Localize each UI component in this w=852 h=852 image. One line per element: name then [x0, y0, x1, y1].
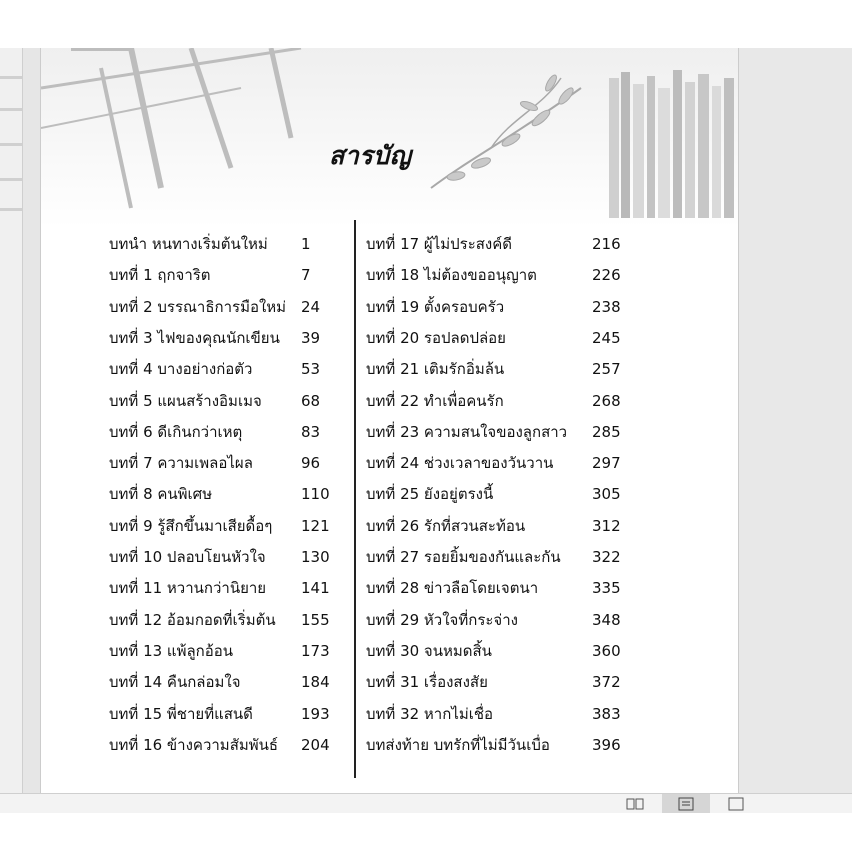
toc-entry-title: บทที่ 15 พี่ชายที่แสนดี: [109, 704, 253, 723]
toc-entry-page: 285: [592, 422, 621, 441]
toc-entry-page: 297: [592, 454, 621, 473]
toc-entry-title: บทที่ 32 หากไม่เชื่อ: [366, 704, 494, 723]
toc-entry-title: บทที่ 5 แผนสร้างอิมเมจ: [109, 391, 262, 410]
toc-entry-title: บทที่ 9 รู้สึกขึ้นมาเสียดื้อๆ: [109, 516, 273, 535]
toc-entry-page: 53: [301, 360, 321, 379]
toc-entry-page: 24: [301, 297, 321, 316]
toc-entry-page: 360: [592, 641, 621, 660]
toc-entry-page: 226: [592, 266, 621, 285]
print-layout-icon: [678, 797, 694, 811]
toc-entry-title: บทที่ 31 เรื่องสงสัย: [366, 673, 488, 692]
toc-entry-page: 322: [592, 548, 621, 566]
toc-entry-page: 257: [592, 360, 621, 379]
toc-entry-page: 396: [592, 735, 621, 754]
page-bottom: [0, 813, 852, 852]
toc-entry-title: บทที่ 24 ช่วงเวลาของวันวาน: [366, 454, 554, 473]
toc-entry-title: บทที่ 3 ไฟของคุณนักเขียน: [109, 328, 280, 347]
toc-entry-title: บทที่ 26 รักที่สวนสะท้อน: [366, 516, 526, 535]
toc-entry-page: 372: [592, 673, 621, 692]
toc-entry-title: บทที่ 10 ปลอบโยนหัวใจ: [109, 548, 266, 566]
toc-entry-page: 130: [301, 548, 330, 566]
toc-entry-title: บทที่ 30 จนหมดสิ้น: [366, 641, 492, 660]
toc-entry-title: บทส่งท้าย บทรักที่ไม่มีวันเบื่อ: [366, 735, 550, 754]
toc-entry-page: 1: [301, 235, 311, 253]
previous-page-edge[interactable]: [0, 48, 23, 793]
toc-entry-page: 335: [592, 579, 621, 598]
toc-entry-page: 268: [592, 391, 621, 410]
toc-entry-page: 83: [301, 422, 321, 441]
toc-entry-page: 173: [301, 641, 330, 660]
toc-entry-page: 96: [301, 454, 321, 473]
toc-entry-title: บทที่ 13 แพ้ลูกอ้อน: [109, 641, 234, 660]
decor-slat: [0, 76, 22, 79]
toc-entry-title: บทที่ 2 บรรณาธิการมือใหม่: [109, 297, 287, 316]
toc-entry-title: บทที่ 6 ดีเกินกว่าเหตุ: [109, 422, 243, 441]
toc-entry-page: 184: [301, 673, 330, 692]
page-title: สารบัญ: [329, 141, 412, 170]
column-divider: [354, 220, 356, 778]
toc-entry-page: 216: [592, 235, 621, 253]
toc-entry-title: บทที่ 19 ตั้งครอบครัว: [366, 297, 505, 316]
toc-entry-title: บทนำ หนทางเริ่มต้นใหม่: [109, 235, 268, 253]
decor-slat: [0, 143, 22, 146]
toc-entry-title: บทที่ 23 ความสนใจของลูกสาว: [366, 422, 568, 441]
toc-entry-title: บทที่ 29 หัวใจที่กระจ่าง: [366, 610, 518, 629]
toc-entry-title: บทที่ 1 ฤกจาริต: [109, 266, 211, 285]
toc-entry-title: บทที่ 16 ข้างความสัมพันธ์: [109, 735, 279, 754]
right-gutter: [737, 48, 852, 793]
document-page: [40, 48, 739, 793]
toc-entry-title: บทที่ 4 บางอย่างก่อตัว: [109, 360, 253, 379]
toc-entry-page: 238: [592, 297, 621, 316]
toc-entry-page: 348: [592, 610, 621, 629]
toc-entry-title: บทที่ 25 ยังอยู่ตรงนี้: [366, 485, 494, 504]
toc-entry-page: 155: [301, 610, 330, 629]
toc-entry-page: 7: [301, 266, 311, 285]
read-mode-icon[interactable]: [626, 797, 644, 811]
toc-entry-page: 141: [301, 579, 330, 598]
toc-entry-title: บทที่ 20 รอปลดปล่อย: [366, 328, 506, 347]
toc-entry-page: 193: [301, 704, 330, 723]
toc-entry-title: บทที่ 12 อ้อมกอดที่เริ่มต้น: [109, 610, 276, 629]
toc-entry-title: บทที่ 8 คนพิเศษ: [109, 485, 213, 504]
print-layout-button[interactable]: [662, 794, 710, 814]
toc-entry-title: บทที่ 28 ข่าวลือโดยเจตนา: [366, 579, 539, 598]
toc-entry-page: 68: [301, 391, 321, 410]
toc-entry-title: บทที่ 7 ความเพลอไผล: [109, 454, 253, 473]
toc-entry-title: บทที่ 11 หวานกว่านิยาย: [109, 579, 267, 598]
toc-entry-page: 383: [592, 704, 621, 723]
decor-slat: [0, 108, 22, 111]
web-layout-icon[interactable]: [728, 797, 744, 811]
toc-entry-title: บทที่ 21 เติมรักอิ่มล้น: [366, 360, 505, 379]
toc-entry-title: บทที่ 27 รอยยิ้มของกันและกัน: [366, 548, 561, 566]
status-bar: [0, 793, 852, 814]
decor-slat: [0, 208, 22, 211]
toc-entry-page: 305: [592, 485, 621, 504]
toc-entry-page: 121: [301, 516, 330, 535]
toc-entry-title: บทที่ 18 ไม่ต้องขออนุญาต: [366, 266, 537, 285]
toc-entry-page: 204: [301, 735, 330, 754]
toc-entry-title: บทที่ 17 ผู้ไม่ประสงค์ดี: [366, 235, 513, 253]
toc-entry-page: 312: [592, 516, 621, 535]
toc-entry-page: 39: [301, 328, 321, 347]
decor-slat: [0, 178, 22, 181]
toc-entry-page: 245: [592, 328, 621, 347]
toc-entry-title: บทที่ 14 คืนกล่อมใจ: [109, 673, 241, 692]
toc-entry-title: บทที่ 22 ทำเพื่อคนรัก: [366, 391, 504, 410]
toc-entry-page: 110: [301, 485, 330, 504]
